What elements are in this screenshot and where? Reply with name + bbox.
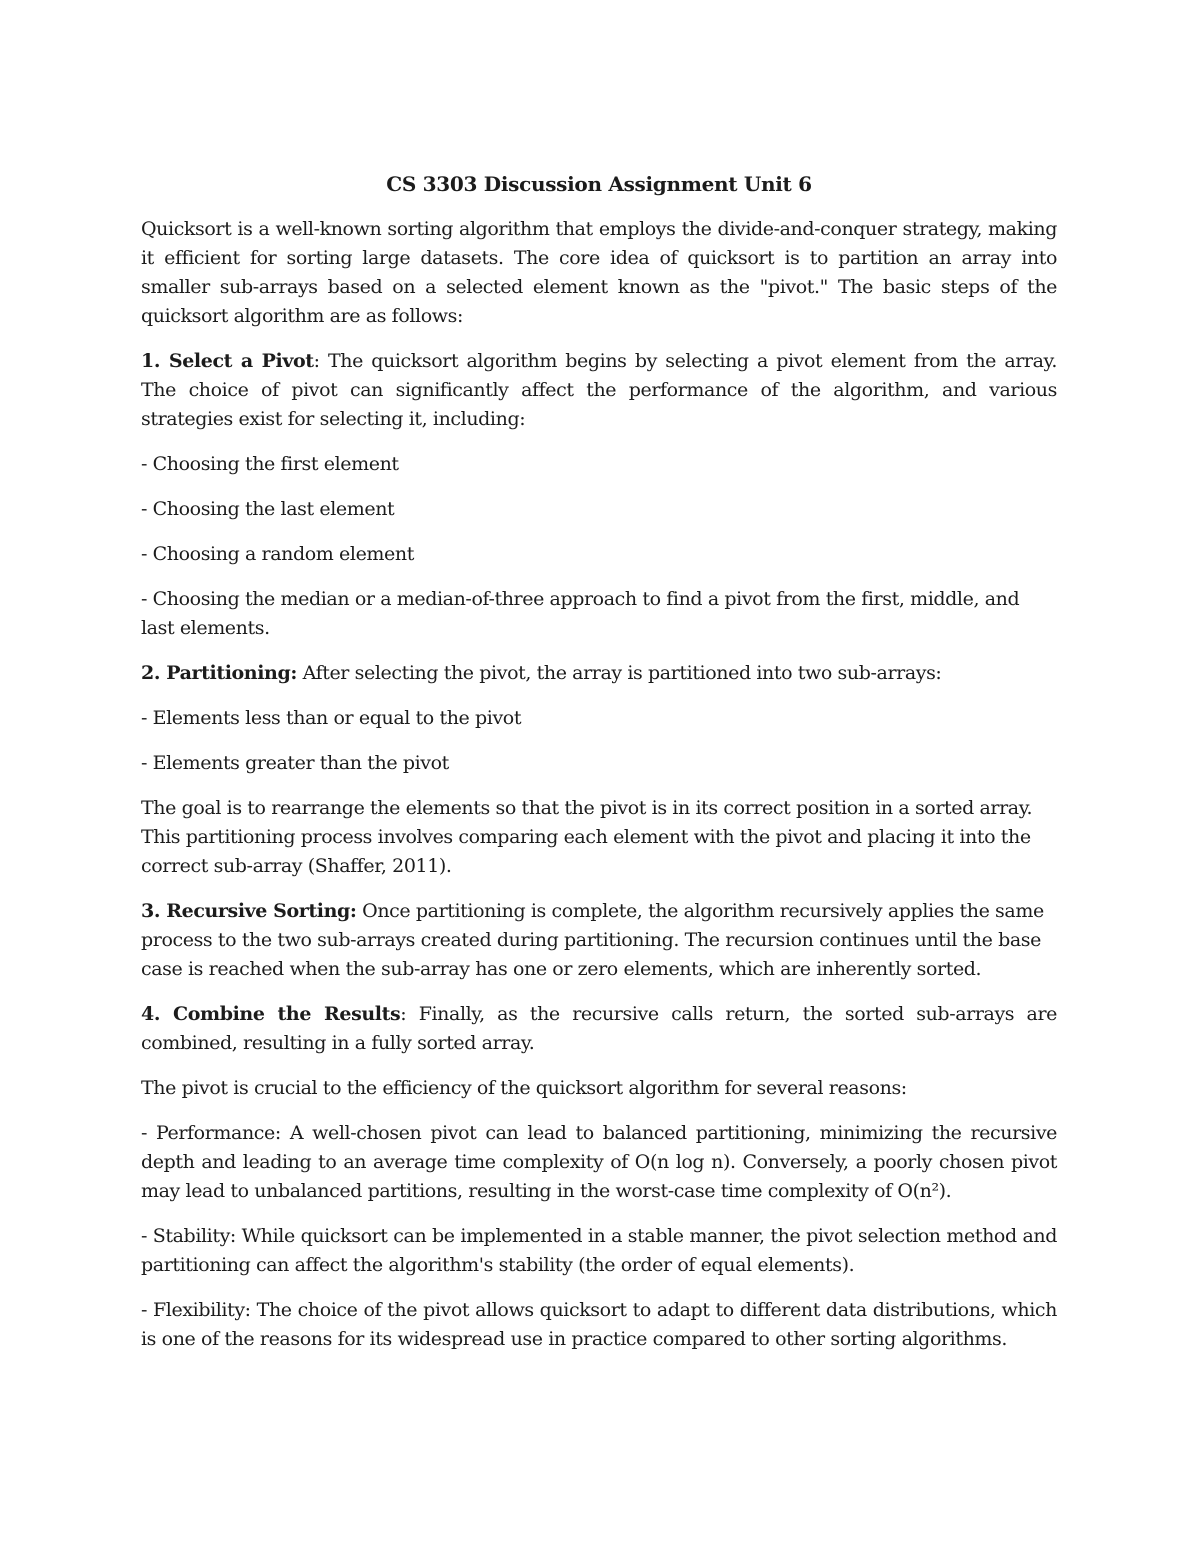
partition-goal-paragraph: The goal is to rearrange the elements so that the pivot is in its correct position in a sorted array. This partitioning process involves comparing each element with the pivot and placing it into the correct sub-array (Shaffer, 2011).: [141, 797, 1033, 877]
step-2-heading: 2. Partitioning:: [141, 662, 297, 684]
pivot-option-item: - Choosing a random element: [141, 543, 414, 565]
reasons-intro: The pivot is crucial to the efficiency of the quicksort algorithm for several reasons:: [141, 1077, 907, 1099]
step-4-heading: 4. Combine the Results: [141, 1003, 401, 1025]
step-1-paragraph: [141, 347, 1057, 434]
reason-item: - Performance: A well-chosen pivot can lead to balanced partitioning, minimizing the recursive depth and leading to an average time complexity of O(n log n). Conversely, a poorly chosen pivot may lead to unbalanced partitions, resulting in the worst-case time complexity of O(n²).: [141, 1122, 1057, 1202]
step-2-paragraph: [141, 659, 1057, 688]
document-title: CS 3303 Discussion Assignment Unit 6: [386, 172, 812, 196]
step-1-text: : The quicksort algorithm begins by selecting a pivot element from the array. The choice of pivot can significantly affect the performance of the algorithm, and various strategies exist for selecting it, including:: [141, 350, 1057, 430]
partition-item: - Elements greater than the pivot: [141, 752, 449, 774]
step-2-text: After selecting the pivot, the array is partitioned into two sub-arrays:: [296, 662, 942, 684]
step-3-heading: 3. Recursive Sorting:: [141, 900, 357, 922]
step-3-text: Once partitioning is complete, the algorithm recursively applies the same process to the two sub-arrays created during partitioning. The recursion continues until the base case is reached when the sub-array has one or zero elements, which are inherently sorted.: [141, 900, 1044, 980]
reason-item: - Stability: While quicksort can be implemented in a stable manner, the pivot selection method and partitioning can affect the algorithm's stability (the order of equal elements).: [141, 1225, 1057, 1276]
pivot-option-item: - Choosing the first element: [141, 453, 399, 475]
partition-item: - Elements less than or equal to the pivot: [141, 707, 522, 729]
intro-paragraph: Quicksort is a well-known sorting algorithm that employs the divide-and-conquer strategy, making it efficient for sorting large datasets. The core idea of quicksort is to partition an array into smaller sub-arrays based on a selected element known as the "pivot." The basic steps of the quicksort algorithm are as follows:: [141, 218, 1057, 327]
step-4-paragraph: [141, 1000, 1057, 1058]
step-3-paragraph: [141, 897, 1057, 984]
step-4-text: : Finally, as the recursive calls return, the sorted sub-arrays are combined, resulting in a fully sorted array.: [141, 1003, 1057, 1054]
pivot-option-item: - Choosing the median or a median-of-three approach to find a pivot from the first, middle, and last elements.: [141, 588, 1020, 639]
pivot-option-item: - Choosing the last element: [141, 498, 395, 520]
document-page: [141, 170, 1057, 1370]
step-1-heading: 1. Select a Pivot: [141, 350, 314, 372]
reason-item: - Flexibility: The choice of the pivot allows quicksort to adapt to different data distributions, which is one of the reasons for its widespread use in practice compared to other sorting algorithms.: [141, 1299, 1057, 1350]
